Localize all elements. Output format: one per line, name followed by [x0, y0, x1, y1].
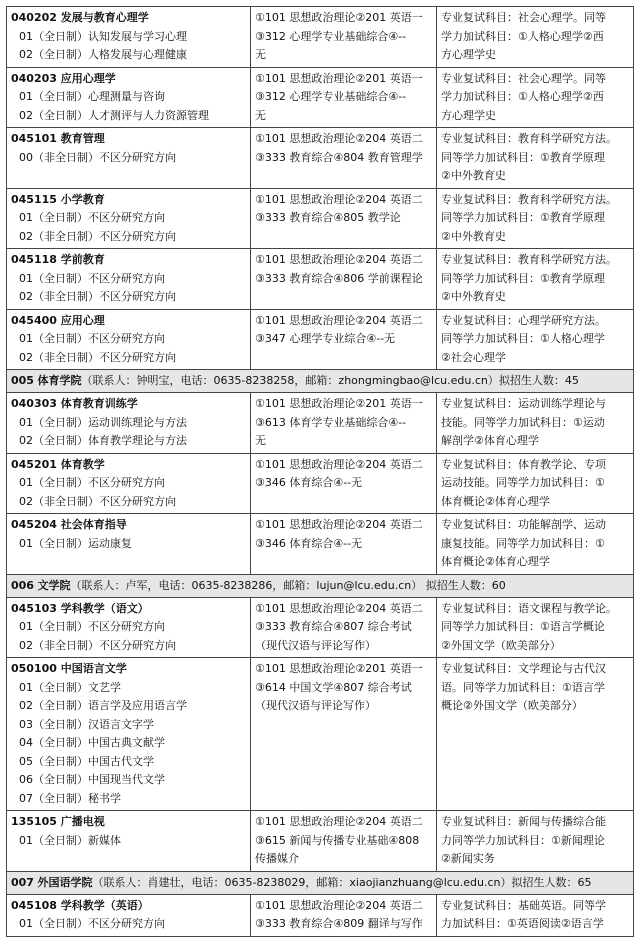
program-title: [11, 897, 246, 916]
exam-subjects-cell: [251, 68, 437, 128]
exam-subjects-line: ①101 思想政治理论②201 英语一: [255, 397, 423, 410]
notes-cell: [437, 598, 633, 658]
program-cell: [7, 454, 251, 514]
exam-subjects-cell: [251, 598, 437, 658]
exam-subjects-line: （现代汉语与评论写作）: [255, 699, 376, 712]
notes-line: 体育概论②体育心理学: [441, 555, 550, 568]
research-direction: 02（非全日制）不区分研究方向: [19, 350, 176, 364]
research-direction: 06（全日制）中国现当代文学: [19, 773, 165, 786]
exam-subjects-cell: [251, 658, 437, 810]
notes-line: ②中外教育史: [441, 290, 506, 303]
admissions-table: [6, 6, 634, 937]
college-contact-info: （联系人：钟明宝，电话：0635-8238258，邮箱：zhongmingbao@lcu.edu.cn）拟招生人数：45: [81, 374, 579, 387]
exam-subjects-cell: [251, 811, 437, 871]
notes-line: 专业复试科目：基础英语。同等学: [441, 898, 606, 912]
exam-subjects-line: ①101 思想政治理论②204 英语二: [255, 192, 423, 206]
notes-line: 专业复试科目：教育科学研究方法。: [441, 192, 617, 206]
exam-subjects-line: ①101 思想政治理论②201 英语一: [255, 662, 423, 675]
program-name: 教育管理: [60, 132, 105, 145]
notes-line: 运动技能。同等学力加试科目：①: [441, 476, 605, 489]
program-title: [11, 9, 246, 28]
program-code: 045103: [11, 601, 57, 615]
research-direction: 01（全日制）不区分研究方向: [19, 620, 165, 633]
notes-line: 专业复试科目：社会心理学。同等: [441, 71, 606, 85]
program-title: [11, 395, 246, 414]
program-title: [11, 813, 246, 832]
notes-cell: [437, 128, 633, 188]
research-direction: 02（全日制）人格发展与心理健康: [19, 48, 187, 61]
exam-subjects-line: 无: [255, 108, 266, 122]
notes-line: ②新闻实务: [441, 852, 495, 865]
notes-line: 专业复试科目：文学理论与古代汉: [441, 662, 606, 675]
notes-line: 技能。同等学力加试科目：①运动: [441, 415, 605, 429]
program-code: 135105: [11, 815, 57, 828]
exam-subjects-line: 无: [255, 48, 266, 61]
exam-subjects-line: ①101 思想政治理论②204 英语二: [255, 601, 423, 615]
research-direction: 01（全日制）新媒体: [19, 833, 121, 847]
notes-line: ②中外教育史: [441, 229, 506, 243]
program-row: [7, 454, 633, 515]
notes-line: 同等学力加试科目：①人格心理学: [441, 332, 605, 345]
program-title: [11, 456, 246, 475]
exam-subjects-cell: [251, 393, 437, 453]
college-header: [7, 370, 633, 393]
program-title: [11, 660, 246, 679]
program-code: 040202: [11, 11, 57, 24]
college-name: 体育学院: [37, 374, 82, 387]
program-row: [7, 68, 633, 129]
research-direction: 02（全日制）人才测评与人力资源管理: [19, 108, 209, 122]
notes-line: 体育概论②体育心理学: [441, 494, 550, 508]
exam-subjects-line: （现代汉语与评论写作）: [255, 638, 376, 652]
notes-cell: [437, 249, 633, 309]
exam-subjects-line: ①101 思想政治理论②201 英语一: [255, 71, 423, 85]
research-direction: 01（全日制）不区分研究方向: [19, 476, 165, 489]
program-code: 045101: [11, 132, 57, 145]
program-cell: [7, 514, 251, 574]
program-cell: [7, 811, 251, 871]
exam-subjects-line: 无: [255, 434, 266, 447]
exam-subjects-line: ①101 思想政治理论②204 英语二: [255, 815, 423, 828]
program-title: [11, 130, 246, 149]
research-direction: 03（全日制）汉语言文字学: [19, 717, 154, 731]
exam-subjects-line: ①101 思想政治理论②204 英语二: [255, 132, 423, 145]
exam-subjects-line: ③347 心理学专业综合④--无: [255, 332, 396, 345]
research-direction: 01（全日制）不区分研究方向: [19, 332, 165, 345]
college-code: 005: [11, 374, 34, 387]
program-name: 应用心理学: [60, 71, 116, 85]
college-header: [7, 575, 633, 598]
research-direction: 02（全日制）体育教学理论与方法: [19, 434, 187, 447]
program-name: 学科教学（语文）: [60, 601, 149, 615]
exam-subjects-cell: [251, 310, 437, 370]
exam-subjects-cell: [251, 128, 437, 188]
notes-cell: [437, 189, 633, 249]
notes-line: 方心理学史: [441, 48, 496, 61]
program-row: [7, 658, 633, 811]
research-direction: 01（全日制）运动训练理论与方法: [19, 415, 187, 429]
research-direction: 01（全日制）不区分研究方向: [19, 917, 165, 930]
program-cell: [7, 68, 251, 128]
program-code: 045400: [11, 313, 57, 327]
notes-line: 专业复试科目：新闻与传播综合能: [441, 815, 606, 828]
notes-cell: [437, 310, 633, 370]
program-code: 045118: [11, 253, 57, 266]
program-cell: [7, 310, 251, 370]
program-name: 广播电视: [60, 815, 105, 828]
program-code: 045204: [11, 518, 57, 531]
program-name: 学科教学（英语）: [60, 898, 149, 912]
notes-line: 方心理学史: [441, 108, 496, 122]
research-direction: 02（非全日制）不区分研究方向: [19, 229, 176, 243]
exam-subjects-line: 传播媒介: [255, 852, 299, 865]
college-name: 外国语学院: [37, 875, 93, 889]
program-title: [11, 70, 246, 89]
notes-line: 专业复试科目：社会心理学。同等: [441, 11, 606, 24]
program-cell: [7, 189, 251, 249]
research-direction: 02（全日制）语言学及应用语言学: [19, 699, 187, 712]
research-direction: 01（全日制）认知发展与学习心理: [19, 29, 187, 43]
research-direction: 07（全日制）秘书学: [19, 791, 121, 805]
notes-line: 专业复试科目：心理学研究方法。: [441, 313, 606, 327]
notes-cell: [437, 454, 633, 514]
research-direction: 01（全日制）运动康复: [19, 536, 132, 550]
program-row: [7, 189, 633, 250]
exam-subjects-line: ①101 思想政治理论②204 英语二: [255, 313, 423, 327]
program-name: 体育教学: [60, 457, 105, 471]
notes-cell: [437, 514, 633, 574]
exam-subjects-cell: [251, 189, 437, 249]
research-direction: 01（全日制）不区分研究方向: [19, 211, 165, 224]
notes-line: ②社会心理学: [441, 350, 506, 364]
college-name: 文学院: [37, 578, 71, 592]
program-cell: [7, 7, 251, 67]
notes-line: 力同等学力加试科目：①新闻理论: [441, 833, 605, 847]
program-row: [7, 249, 633, 310]
notes-line: 康复技能。同等学力加试科目：①: [441, 536, 605, 550]
notes-line: 专业复试科目：教育科学研究方法。: [441, 132, 617, 145]
exam-subjects-cell: [251, 514, 437, 574]
exam-subjects-line: ③346 体育综合④--无: [255, 476, 363, 489]
program-cell: [7, 249, 251, 309]
program-title: [11, 516, 246, 535]
notes-line: 概论②外国文学（欧美部分）: [441, 699, 583, 712]
notes-line: 专业复试科目：体育教学论、专项: [441, 457, 606, 471]
research-direction: 02（非全日制）不区分研究方向: [19, 290, 176, 303]
exam-subjects-line: ③615 新闻与传播专业基础④808: [255, 833, 420, 847]
program-code: 040203: [11, 71, 57, 85]
notes-line: 力加试科目：①英语阅读②语言学: [441, 917, 604, 930]
program-name: 学前教育: [60, 253, 105, 266]
research-direction: 02（非全日制）不区分研究方向: [19, 638, 176, 652]
program-code: 045115: [11, 192, 57, 206]
exam-subjects-line: ③312 心理学专业基础综合④--: [255, 90, 407, 103]
notes-line: ②中外教育史: [441, 169, 506, 182]
program-title: [11, 191, 246, 210]
notes-line: 同等学力加试科目：①教育学原理: [441, 271, 605, 285]
program-cell: [7, 598, 251, 658]
program-name: 中国语言文学: [60, 662, 127, 675]
notes-line: 同等学力加试科目：①语言学概论: [441, 620, 605, 633]
program-name: 体育教育训练学: [60, 397, 138, 410]
program-row: [7, 514, 633, 575]
program-name: 应用心理: [60, 313, 105, 327]
program-name: 小学教育: [60, 192, 105, 206]
exam-subjects-line: ①101 思想政治理论②201 英语一: [255, 11, 423, 24]
research-direction: 04（全日制）中国古典文献学: [19, 736, 165, 749]
exam-subjects-line: ③333 教育综合④807 综合考试: [255, 620, 412, 633]
notes-cell: [437, 811, 633, 871]
program-code: 050100: [11, 662, 57, 675]
notes-cell: [437, 68, 633, 128]
exam-subjects-line: ③312 心理学专业基础综合④--: [255, 29, 407, 43]
research-direction: 01（全日制）心理测量与咨询: [19, 90, 165, 103]
program-row: [7, 128, 633, 189]
research-direction: 05（全日制）中国古代文学: [19, 754, 154, 768]
notes-line: 专业复试科目：教育科学研究方法。: [441, 253, 617, 266]
program-name: 社会体育指导: [60, 518, 127, 531]
notes-line: 专业复试科目：功能解剖学、运动: [441, 518, 606, 531]
notes-line: ②外国文学（欧美部分）: [441, 638, 561, 652]
exam-subjects-line: ①101 思想政治理论②204 英语二: [255, 518, 423, 531]
program-title: [11, 312, 246, 331]
exam-subjects-cell: [251, 7, 437, 67]
program-code: 045108: [11, 898, 57, 912]
program-row: [7, 310, 633, 371]
exam-subjects-line: ③333 教育综合④804 教育管理学: [255, 150, 423, 164]
college-code: 006: [11, 578, 34, 592]
notes-line: 语。同等学力加试科目：①语言学: [441, 680, 605, 694]
notes-line: 解剖学②体育心理学: [441, 434, 539, 447]
research-direction: 01（全日制）不区分研究方向: [19, 271, 165, 285]
program-cell: [7, 658, 251, 810]
program-name: 发展与教育心理学: [60, 11, 149, 24]
notes-line: 学力加试科目：①人格心理学②西: [441, 90, 604, 103]
exam-subjects-line: ①101 思想政治理论②204 英语二: [255, 457, 423, 471]
notes-line: 专业复试科目：语文课程与教学论。: [441, 601, 617, 615]
exam-subjects-line: ③614 中国文学④807 综合考试: [255, 680, 412, 694]
notes-cell: [437, 393, 633, 453]
program-row: [7, 811, 633, 872]
notes-cell: [437, 658, 633, 810]
exam-subjects-line: ③613 体育学专业基础综合④--: [255, 415, 407, 429]
college-header: [7, 872, 633, 895]
college-code: 007: [11, 875, 34, 889]
program-cell: [7, 128, 251, 188]
exam-subjects-line: ③333 教育综合④809 翻译与写作: [255, 917, 423, 930]
program-code: 045201: [11, 457, 57, 471]
exam-subjects-line: ③333 教育综合④806 学前课程论: [255, 271, 423, 285]
exam-subjects-line: ①101 思想政治理论②204 英语二: [255, 898, 423, 912]
program-title: [11, 600, 246, 619]
program-row: [7, 393, 633, 454]
notes-line: 专业复试科目：运动训练学理论与: [441, 397, 606, 410]
notes-line: 学力加试科目：①人格心理学②西: [441, 29, 604, 43]
exam-subjects-line: ③346 体育综合④--无: [255, 536, 363, 550]
program-row: [7, 598, 633, 659]
research-direction: 01（全日制）文艺学: [19, 680, 121, 694]
program-cell: [7, 393, 251, 453]
program-title: [11, 251, 246, 270]
college-contact-info: （联系人：卢军，电话：0635-8238286，邮箱：lujun@lcu.edu.cn） 拟招生人数：60: [70, 578, 506, 592]
program-code: 040303: [11, 397, 57, 410]
notes-line: 同等学力加试科目：①教育学原理: [441, 150, 605, 164]
exam-subjects-cell: [251, 249, 437, 309]
research-direction: 02（非全日制）不区分研究方向: [19, 494, 176, 508]
notes-cell: [437, 7, 633, 67]
exam-subjects-cell: [251, 454, 437, 514]
research-direction: 00（非全日制）不区分研究方向: [19, 150, 176, 164]
exam-subjects-line: ③333 教育综合④805 教学论: [255, 211, 401, 224]
college-contact-info: （联系人：肖建壮，电话：0635-8238029，邮箱：xiaojianzhuang@lcu.edu.cn）拟招生人数：65: [92, 875, 592, 889]
program-row: [7, 7, 633, 68]
notes-line: 同等学力加试科目：①教育学原理: [441, 211, 605, 224]
exam-subjects-line: ①101 思想政治理论②204 英语二: [255, 253, 423, 266]
